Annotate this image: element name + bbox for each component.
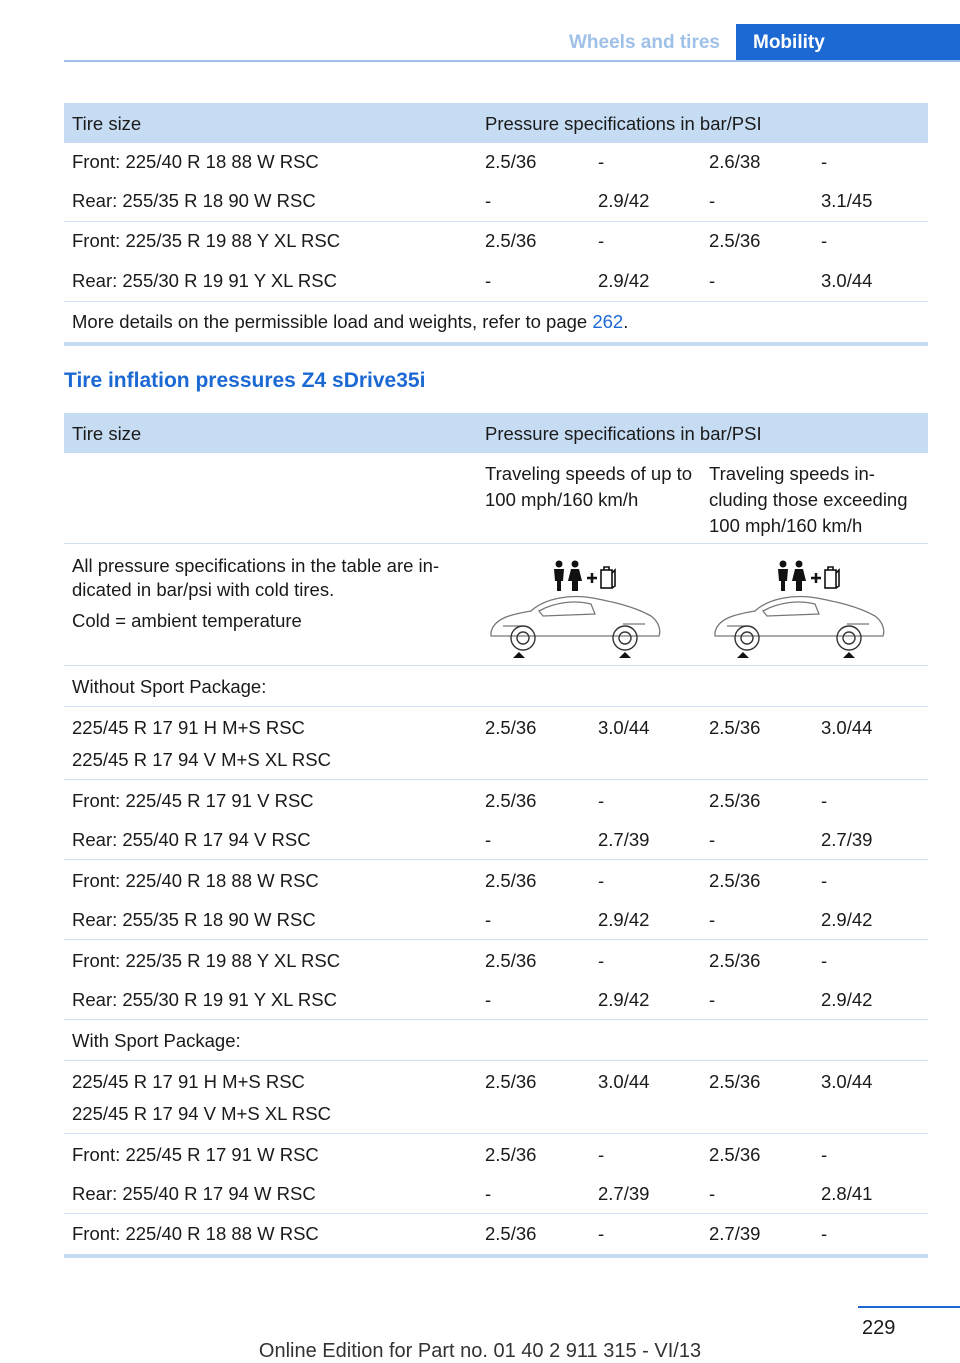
- table-note: [72, 311, 628, 333]
- tire-size: Front: 225/40 R 18 88 W RSC: [72, 870, 319, 891]
- group-row-without-sport: [64, 666, 928, 707]
- table-row: [64, 222, 928, 302]
- pressure-value: -: [485, 829, 492, 850]
- pressure-value: -: [821, 151, 828, 172]
- pressure-value: 2.9/42: [598, 270, 650, 291]
- edition-footer: Online Edition for Part no. 01 40 2 911 315 - VI/13: [258, 1340, 702, 1362]
- col-tire-size: Tire size: [72, 423, 142, 444]
- pressure-value: -: [598, 151, 605, 172]
- pressure-value: -: [821, 870, 828, 891]
- table-row: [64, 780, 928, 860]
- car-load-icon: [483, 558, 673, 658]
- tire-size: Rear: 255/40 R 17 94 V RSC: [72, 829, 311, 850]
- tire-size: 225/45 R 17 94 V M+S XL RSC: [72, 1103, 331, 1124]
- pressure-value: 2.5/36: [709, 790, 761, 811]
- speed-header-row: [64, 453, 928, 544]
- tire-size: Front: 225/40 R 18 88 W RSC: [72, 151, 319, 172]
- table-header-row: [64, 103, 928, 143]
- group-label: Without Sport Package:: [72, 676, 267, 697]
- pressure-value: -: [821, 790, 828, 811]
- pressure-value: 2.5/36: [485, 1144, 537, 1165]
- col-pressure: Pressure specifications in bar/PSI: [485, 423, 762, 444]
- car-load-icon: [707, 558, 897, 658]
- pressure-value: 2.5/36: [485, 790, 537, 811]
- pressure-value: 3.0/44: [598, 1071, 650, 1092]
- pressure-value: 2.7/39: [821, 829, 873, 850]
- pressure-table-z4-sdrive35i: [64, 413, 928, 1258]
- pressure-value: 2.9/42: [598, 989, 650, 1010]
- pressure-value: 2.9/42: [598, 909, 650, 930]
- pressure-value: 2.5/36: [485, 950, 537, 971]
- pressure-value: 2.5/36: [485, 870, 537, 891]
- pressure-value: 2.5/36: [485, 1071, 537, 1092]
- pressure-value: -: [485, 909, 492, 930]
- tire-size: 225/45 R 17 94 V M+S XL RSC: [72, 749, 331, 770]
- pressure-value: -: [485, 989, 492, 1010]
- pressure-value: 2.5/36: [709, 1071, 761, 1092]
- table-row: [64, 860, 928, 940]
- speed-high-label: Traveling speeds including those exceeding 100 mph/160 km/h: [709, 463, 908, 536]
- tire-size: Rear: 255/40 R 17 94 W RSC: [72, 1183, 316, 1204]
- page-number: 229: [862, 1317, 896, 1339]
- pressure-value: 2.9/42: [598, 190, 650, 211]
- col-tire-size: Tire size: [72, 113, 142, 134]
- header-section-label: Wheels and tires: [569, 32, 720, 53]
- pressure-value: 2.5/36: [485, 151, 537, 172]
- pressure-value: 2.5/36: [709, 1144, 761, 1165]
- pressure-value: -: [821, 1223, 828, 1244]
- tire-size: Rear: 255/35 R 18 90 W RSC: [72, 190, 316, 211]
- table-note-row: [64, 302, 928, 346]
- pressure-value: 2.5/36: [485, 1223, 537, 1244]
- pressure-value: -: [709, 909, 716, 930]
- group-label: With Sport Package:: [72, 1030, 241, 1051]
- pressure-value: 2.7/39: [598, 1183, 650, 1204]
- pressure-value: -: [598, 870, 605, 891]
- pressure-value: -: [598, 790, 605, 811]
- pressure-value: -: [709, 989, 716, 1010]
- pressure-value: -: [709, 1183, 716, 1204]
- pressure-value: 2.9/42: [821, 989, 873, 1010]
- pressure-value: -: [598, 1223, 605, 1244]
- tire-size: Front: 225/45 R 17 91 W RSC: [72, 1144, 319, 1165]
- note-suffix: .: [623, 311, 629, 332]
- table-header-row: [64, 413, 928, 453]
- pressure-value: 2.5/36: [709, 950, 761, 971]
- pressure-value: 2.8/41: [821, 1183, 873, 1204]
- tire-size: Rear: 255/30 R 19 91 Y XL RSC: [72, 989, 337, 1010]
- pressure-value: -: [485, 1183, 492, 1204]
- pressure-value: -: [598, 230, 605, 251]
- pressure-value: -: [485, 270, 492, 291]
- pressure-table-continued: [64, 103, 928, 346]
- page-number-rule: [858, 1306, 960, 1308]
- pressure-value: -: [821, 950, 828, 971]
- tire-size: Front: 225/45 R 17 91 V RSC: [72, 790, 314, 811]
- pressure-value: -: [598, 1144, 605, 1165]
- pressure-value: 2.5/36: [709, 870, 761, 891]
- col-pressure: Pressure specifications in bar/PSI: [485, 113, 762, 134]
- pressure-value: -: [709, 270, 716, 291]
- pressure-value: 3.0/44: [821, 270, 873, 291]
- pressure-value: -: [485, 190, 492, 211]
- cold-definition: Cold = ambient temperature: [72, 610, 302, 631]
- tire-size: 225/45 R 17 91 H M+S RSC: [72, 1071, 305, 1092]
- pressure-value: 2.5/36: [485, 230, 537, 251]
- tire-size: Front: 225/40 R 18 88 W RSC: [72, 1223, 319, 1244]
- pressure-value: 2.5/36: [709, 717, 761, 738]
- pressure-value: -: [709, 829, 716, 850]
- section-title: Tire inflation pressures Z4 sDrive35i: [64, 369, 426, 392]
- pressure-value: -: [709, 190, 716, 211]
- tire-size: Front: 225/35 R 19 88 Y XL RSC: [72, 950, 341, 971]
- pressure-value: 3.0/44: [821, 1071, 873, 1092]
- table-row: [64, 940, 928, 1020]
- pressure-value: 3.1/45: [821, 190, 873, 211]
- table-row: [64, 143, 928, 222]
- page-reference-link[interactable]: 262: [592, 311, 624, 332]
- note-text: More details on the permissible load and weights, refer to page: [72, 311, 593, 332]
- pressure-value: 3.0/44: [821, 717, 873, 738]
- tire-size: Rear: 255/35 R 18 90 W RSC: [72, 909, 316, 930]
- header-chapter-tab: Mobility: [736, 24, 960, 62]
- header-rule: [64, 60, 960, 62]
- tire-size: Rear: 255/30 R 19 91 Y XL RSC: [72, 270, 337, 291]
- table-row: [64, 1214, 928, 1258]
- table-row: [64, 1134, 928, 1214]
- tire-size: Front: 225/35 R 19 88 Y XL RSC: [72, 230, 341, 251]
- speed-low-label: Traveling speeds of up to 100 mph/160 km/h: [485, 463, 693, 510]
- pressure-value: 2.5/36: [709, 230, 761, 251]
- pressure-value: 2.7/39: [709, 1223, 761, 1244]
- pressure-value: 2.5/36: [485, 717, 537, 738]
- cold-tire-note: All pressure specifications in the table are indicated in bar/psi with cold tires.: [72, 555, 440, 600]
- pressure-value: -: [598, 950, 605, 971]
- pressure-value: 2.9/42: [821, 909, 873, 930]
- group-row-with-sport: [64, 1020, 928, 1061]
- pressure-value: 2.7/39: [598, 829, 650, 850]
- table-row: [64, 707, 928, 780]
- load-illustration-row: [64, 544, 928, 666]
- tire-size: 225/45 R 17 91 H M+S RSC: [72, 717, 305, 738]
- pressure-value: 3.0/44: [598, 717, 650, 738]
- table-row: [64, 1061, 928, 1134]
- pressure-value: -: [821, 230, 828, 251]
- pressure-value: 2.6/38: [709, 151, 761, 172]
- pressure-value: -: [821, 1144, 828, 1165]
